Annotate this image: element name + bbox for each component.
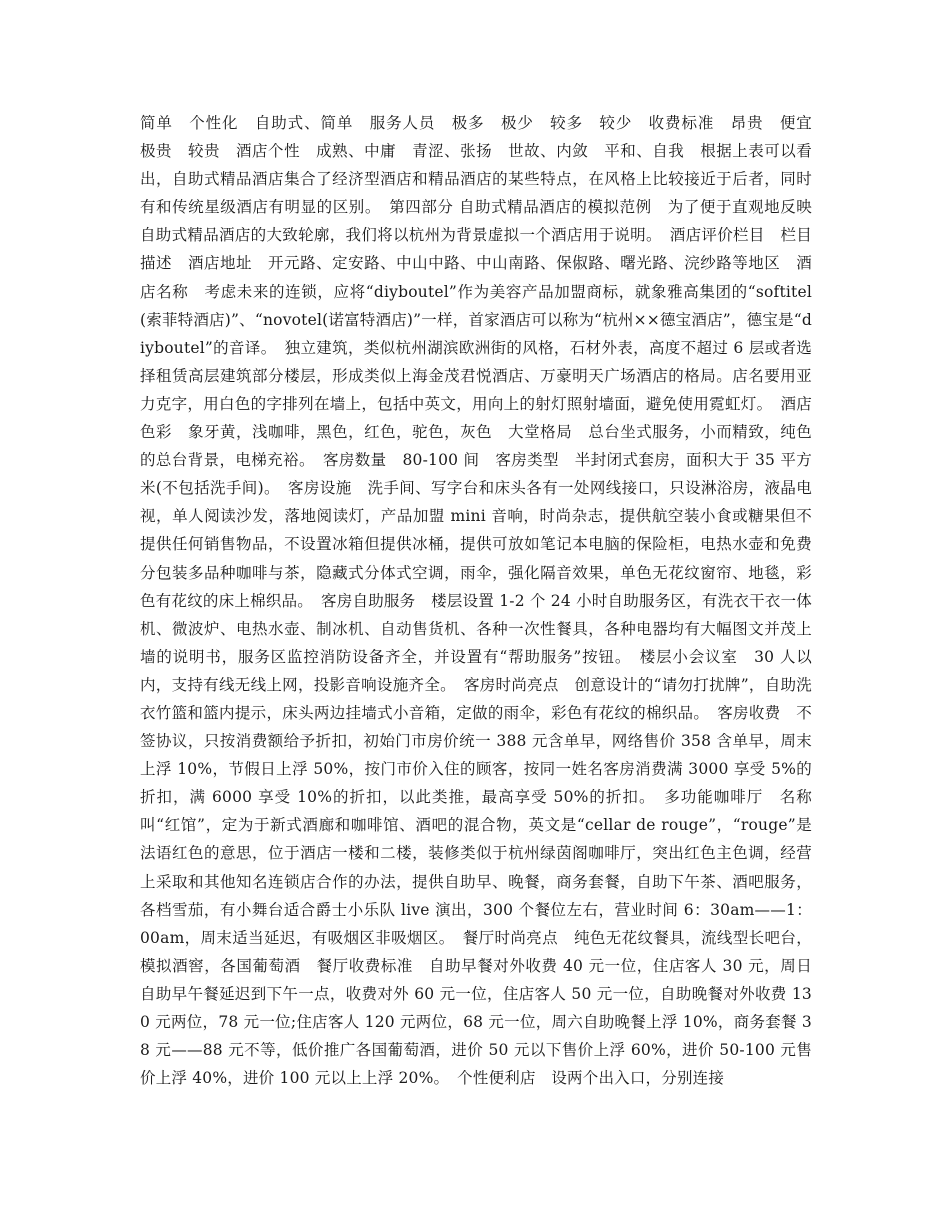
body-paragraph: 简单 个性化 自助式、简单 服务人员 极多 极少 较多 较少 收费标准 昂贵 便宜 极贵 较贵 酒店个性 成熟、中庸 青涩、张扬 世故、内敛 平和、自我 根据上表可以看出，自助式精品酒店集合了经济型酒店和精品酒店的某些特点，在风格上比较接近于后者，同时有和传统星级酒店有明显的区别。 第四部分 自助式精品酒店的模拟范例 为了便于直观地反映自助式精品酒店的大致轮廓，我们将以杭州为背景虚拟一个酒店用于说明。 酒店评价栏目 栏目描述 酒店地址 开元路、定安路、中山中路、中山南路、保俶路、曙光路、浣纱路等地区 酒店名称 考虑未来的连锁，应将“diyboutel”作为美容产品加盟商标，就象雅高集团的“softitel(索菲特酒店)”、“novotel(诺富特酒店)”一样，首家酒店可以称为“杭州××德宝酒店”，德宝是“diyboutel”的音译。 独立建筑，类似杭州湖滨欧洲街的风格，石材外表，高度不超过 6 层或者选择租赁高层建筑部分楼层，形成类似上海金茂君悦酒店、万豪明天广场酒店的格局。店名要用亚力克字，用白色的字排列在墙上，包括中英文，用向上的射灯照射墙面，避免使用霓虹灯。 酒店色彩 象牙黄，浅咖啡，黑色，红色，驼色，灰色 大堂格局 总台坐式服务，小而精致，纯色的总台背景，电梯充裕。 客房数量 80-100 间 客房类型 半封闭式套房，面积大于 35 平方米(不包括洗手间)。 客房设施 洗手间、写字台和床头各有一处网线接口，只设淋浴房，液晶电视，单人阅读沙发，落地阅读灯，产品加盟 mini 音响，时尚杂志，提供航空装小食或糖果但不提供任何销售物品，不设置冰箱但提供冰桶，提供可放如笔记本电脑的保险柜，电热水壶和免费分包装多品种咖啡与茶，隐藏式分体式空调，雨伞，强化隔音效果，单色无花纹窗帘、地毯，彩色有花纹的床上棉织品。 客房自助服务 楼层设置 1-2 个 24 小时自助服务区，有洗衣干衣一体机、微波炉、电热水壶、制冰机、自动售货机、各种一次性餐具，各种电器均有大幅图文并茂上墙的说明书，服务区监控消防设备齐全，并设置有“帮助服务”按钮。 楼层小会议室 30 人以内，支持有线无线上网，投影音响设施齐全。 客房时尚亮点 创意设计的“请勿打扰牌”，自助洗衣竹篮和篮内提示，床头两边挂墙式小音箱，定做的雨伞，彩色有花纹的棉织品。 客房收费 不签协议，只按消费额给予折扣，初始门市房价统一 388 元含单早，网络售价 358 含单早，周末上浮 10%，节假日上浮 50%，按门市价入住的顾客，按同一姓名客房消费满 3000 享受 5%的折扣，满 6000 享受 10%的折扣，以此类推，最高享受 50%的折扣。 多功能咖啡厅 名称叫“红馆”，定为于新式酒廊和咖啡馆、酒吧的混合物，英文是“cellar de rouge”，“rouge”是法语红色的意思，位于酒店一楼和二楼，装修类似于杭州绿茵阁咖啡厅，突出红色主色调，经营上采取和其他知名连锁店合作的办法，提供自助早、晚餐，商务套餐，自助下午茶、酒吧服务，各档雪茄，有小舞台适合爵士小乐队 live 演出，300 个餐位左右，营业时间 6：30am——1：00am，周末适当延迟，有吸烟区非吸烟区。 餐厅时尚亮点 纯色无花纹餐具，流线型长吧台，模拟酒窖，各国葡萄酒 餐厅收费标准 自助早餐对外收费 40 元一位，住店客人 30 元，周日自助早午餐延迟到下午一点，收费对外 60 元一位，住店客人 50 元一位，自助晚餐对外收费 130 元两位，78 元一位;住店客人 120 元两位，68 元一位，周六自助晚餐上浮 10%，商务套餐 38 元——88 元不等，低价推广各国葡萄酒，进价 50 元以下售价上浮 60%，进价 50-100 元售价上浮 40%，进价 100 元以上上浮 20%。 个性便利店 设两个出入口，分别连接: [140, 114, 828, 1088]
